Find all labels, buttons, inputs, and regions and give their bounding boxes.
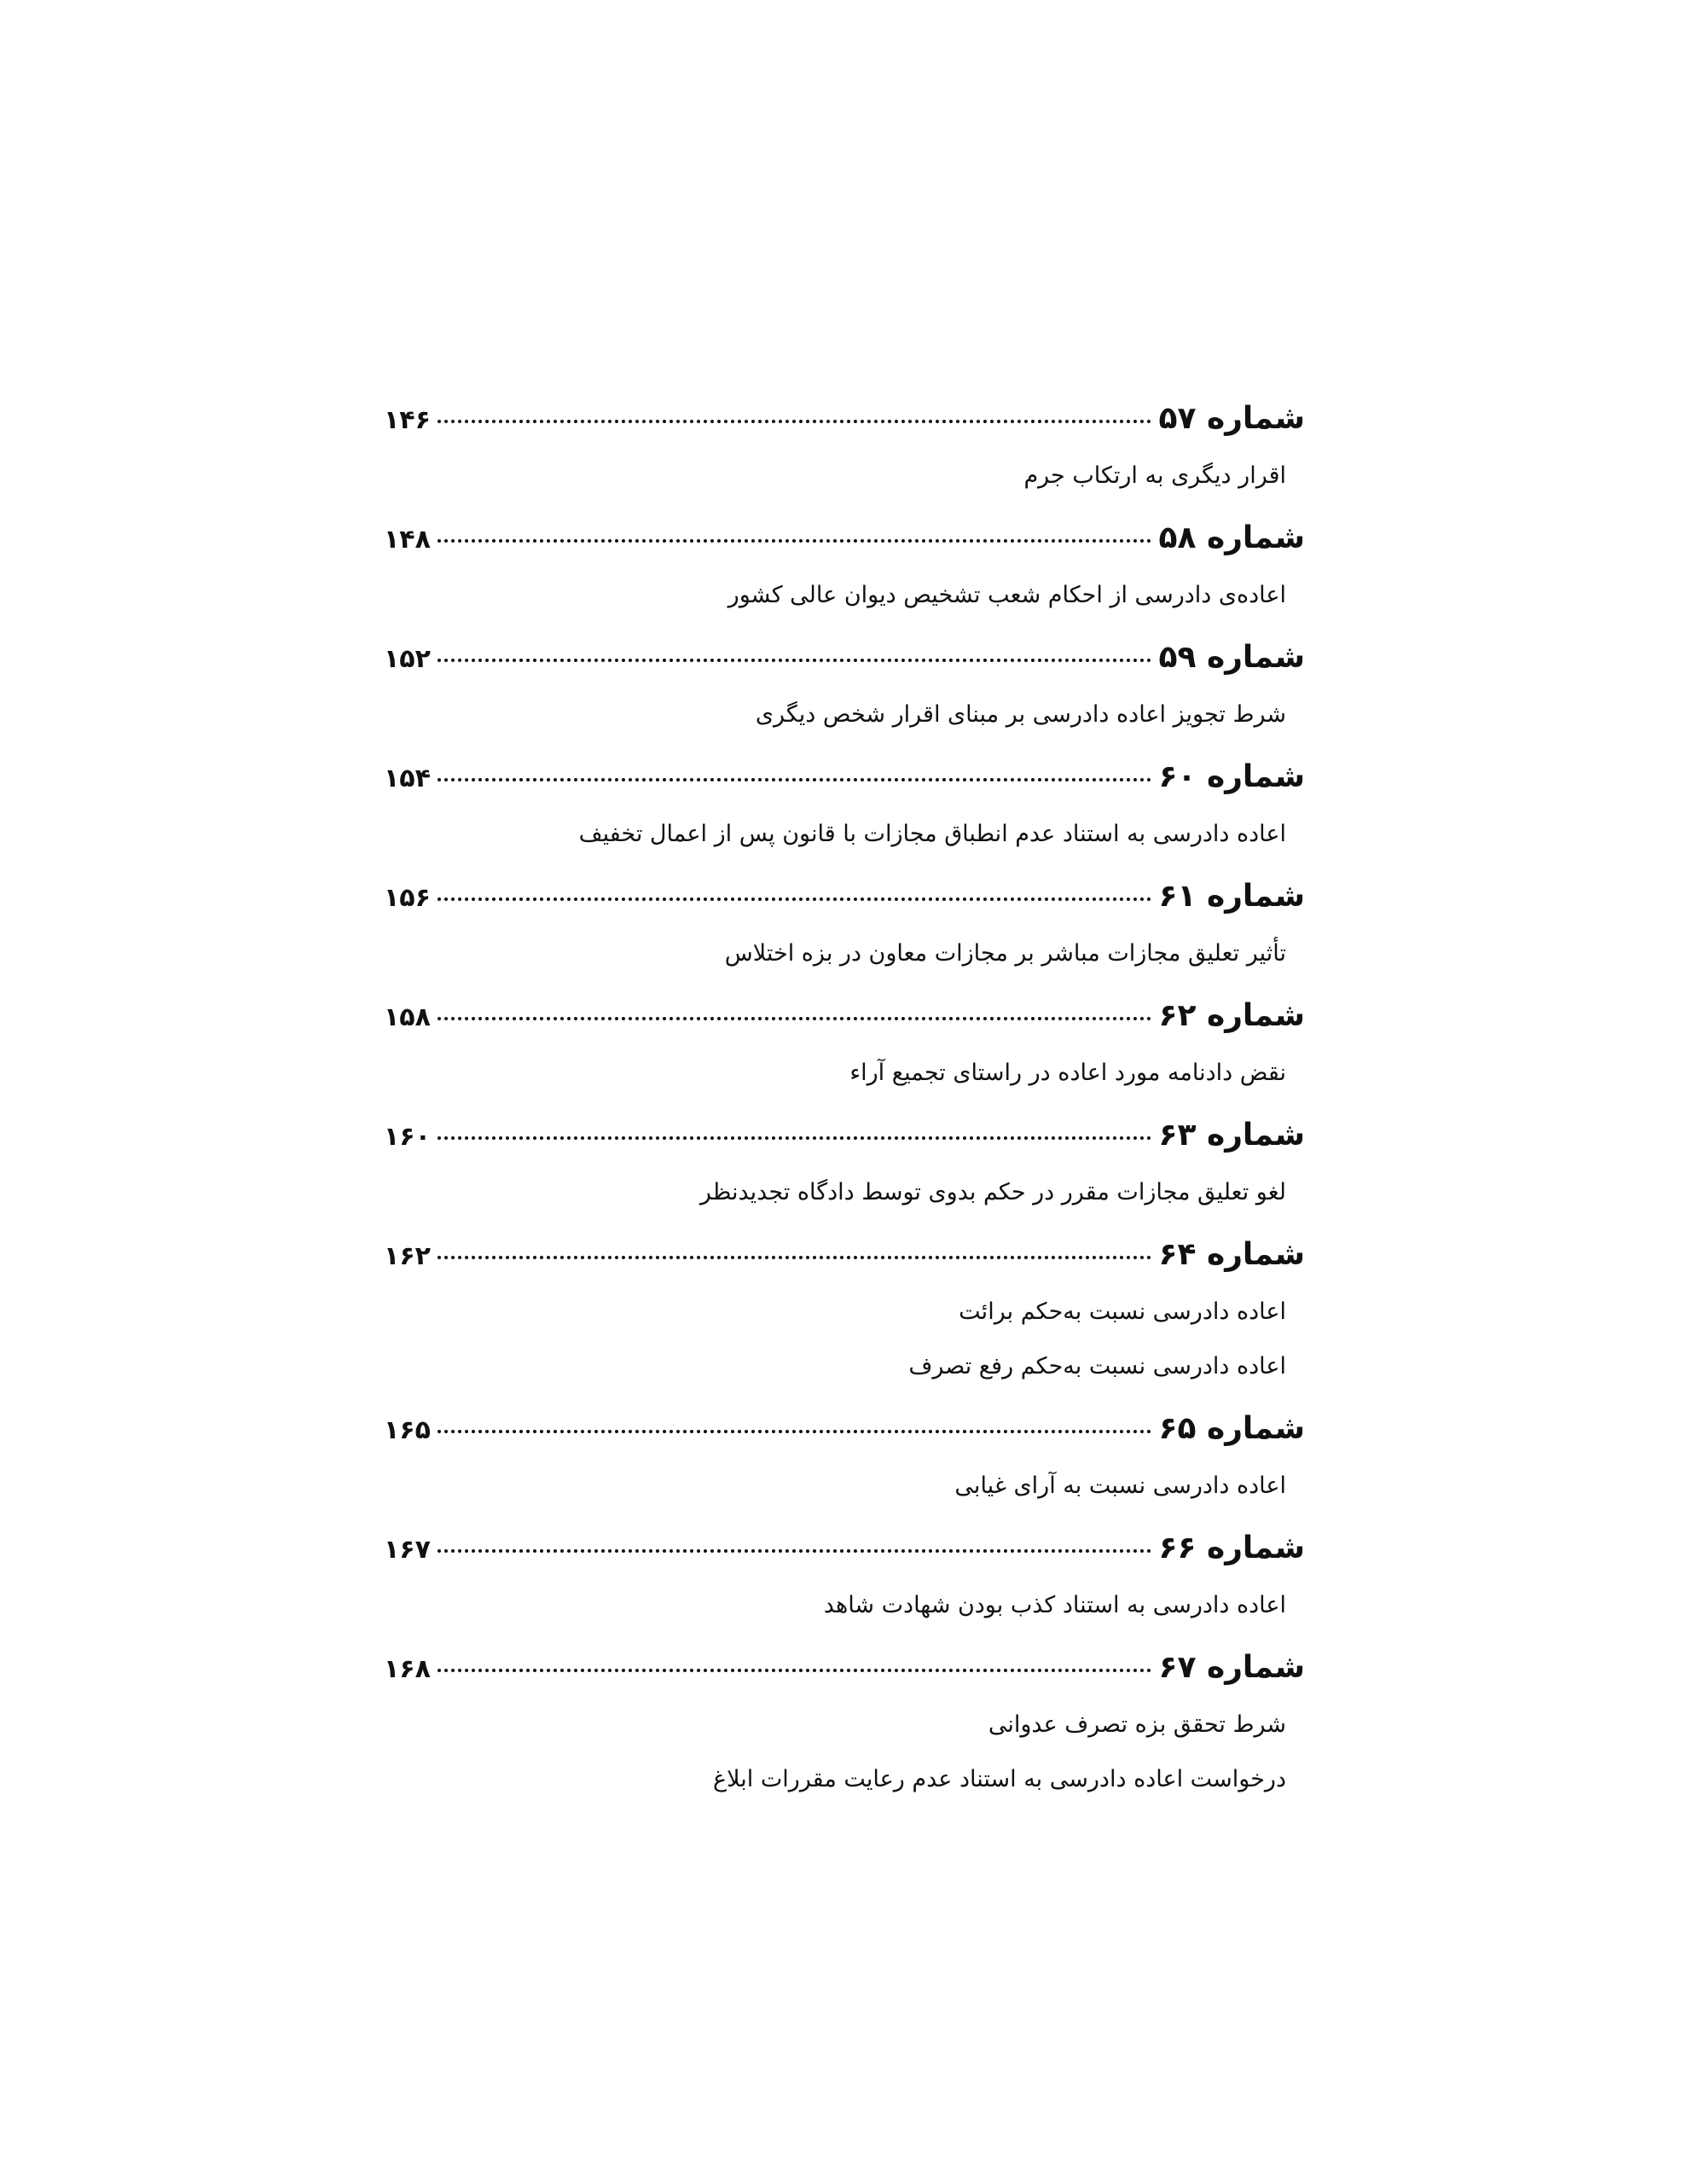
toc-entry-subtitle: اعاده دادرسی به استناد کذب بودن شهادت شاهد xyxy=(823,1592,1286,1618)
toc-entry xyxy=(384,747,1305,867)
toc-entry-page-number: ۱۶۲ xyxy=(384,1241,431,1271)
toc-entry-page-number: ۱۶۰ xyxy=(384,1122,431,1152)
toc-entry-title: شماره ۶۲ xyxy=(1158,998,1305,1033)
toc-entry-subtitle: اعاده دادرسی نسبت به آرای غیابی xyxy=(954,1472,1286,1499)
toc-entry xyxy=(384,1519,1305,1638)
toc-entry-heading[interactable] xyxy=(384,1106,1305,1165)
toc-entry-heading[interactable] xyxy=(384,389,1305,449)
dot-leader xyxy=(438,420,1152,423)
table-of-contents xyxy=(384,389,1305,1812)
toc-entry-page-number: ۱۶۵ xyxy=(384,1415,431,1445)
toc-entry-title: شماره ۶۰ xyxy=(1158,759,1305,794)
dot-leader xyxy=(438,778,1152,781)
toc-entry-page-number: ۱۶۸ xyxy=(384,1654,431,1684)
toc-entry-heading[interactable] xyxy=(384,508,1305,568)
toc-entry xyxy=(384,508,1305,628)
toc-entry-heading[interactable] xyxy=(384,747,1305,807)
toc-entry-subtitles xyxy=(384,807,1305,867)
dot-leader xyxy=(438,539,1152,543)
toc-entry-title: شماره ۶۵ xyxy=(1158,1411,1305,1446)
dot-leader xyxy=(438,659,1152,662)
toc-entry-page-number: ۱۵۲ xyxy=(384,644,431,674)
toc-entry-title: شماره ۶۴ xyxy=(1158,1237,1305,1272)
toc-entry-page-number: ۱۵۸ xyxy=(384,1002,431,1032)
toc-entry xyxy=(384,1106,1305,1225)
toc-entry-heading[interactable] xyxy=(384,1638,1305,1698)
toc-entry-subtitle: شرط تحقق بزه تصرف عدوانی xyxy=(988,1711,1286,1738)
dot-leader xyxy=(438,1256,1152,1259)
toc-entry-heading[interactable] xyxy=(384,986,1305,1046)
toc-entry-title: شماره ۶۷ xyxy=(1158,1650,1305,1685)
toc-entry-heading[interactable] xyxy=(384,867,1305,926)
toc-entry-subtitles xyxy=(384,1285,1305,1399)
toc-entry xyxy=(384,1638,1305,1812)
toc-entry-subtitles xyxy=(384,449,1305,508)
toc-entry xyxy=(384,1225,1305,1399)
toc-entry-title: شماره ۵۸ xyxy=(1158,520,1305,555)
toc-entry-heading[interactable] xyxy=(384,1225,1305,1285)
toc-entry-subtitle: اقرار دیگری به ارتکاب جرم xyxy=(1023,462,1286,489)
toc-entry-title: شماره ۶۶ xyxy=(1158,1531,1305,1565)
toc-entry-title: شماره ۵۷ xyxy=(1158,401,1305,436)
toc-entry-page-number: ۱۵۶ xyxy=(384,883,431,913)
dot-leader xyxy=(438,1430,1152,1433)
toc-entry-subtitle: شرط تجویز اعاده دادرسی بر مبنای اقرار شخص دیگری xyxy=(755,701,1286,728)
toc-entry xyxy=(384,867,1305,986)
toc-entry-subtitle: نقض دادنامه مورد اعاده در راستای تجمیع آراء xyxy=(849,1060,1286,1086)
toc-entry-title: شماره ۶۱ xyxy=(1158,879,1305,914)
toc-entry-title: شماره ۵۹ xyxy=(1158,640,1305,675)
dot-leader xyxy=(438,1669,1152,1672)
toc-entry-subtitle: اعاده‌ی دادرسی از احکام شعب تشخیص دیوان عالی کشور xyxy=(728,582,1286,608)
toc-entry xyxy=(384,1399,1305,1519)
toc-entry-subtitles xyxy=(384,1165,1305,1225)
toc-entry-page-number: ۱۴۸ xyxy=(384,525,431,555)
toc-entry xyxy=(384,389,1305,508)
toc-entry-subtitles xyxy=(384,1578,1305,1638)
toc-entry-subtitles xyxy=(384,688,1305,747)
toc-entry-subtitle: اعاده دادرسی به استناد عدم انطباق مجازات با قانون پس از اعمال تخفیف xyxy=(578,821,1286,847)
toc-entry-subtitle: لغو تعلیق مجازات مقرر در حکم بدوی توسط دادگاه تجدیدنظر xyxy=(699,1179,1286,1205)
toc-entry xyxy=(384,628,1305,747)
toc-entry-subtitles xyxy=(384,1046,1305,1106)
toc-entry-heading[interactable] xyxy=(384,1519,1305,1578)
dot-leader xyxy=(438,897,1152,901)
toc-entry-title: شماره ۶۳ xyxy=(1158,1118,1305,1153)
toc-entry-heading[interactable] xyxy=(384,1399,1305,1459)
toc-entry-subtitles xyxy=(384,1698,1305,1812)
toc-entry xyxy=(384,986,1305,1106)
toc-entry-subtitle: تأثیر تعلیق مجازات مباشر بر مجازات معاون در بزه اختلاس xyxy=(724,940,1286,967)
dot-leader xyxy=(438,1017,1152,1020)
toc-entry-page-number: ۱۴۶ xyxy=(384,405,431,435)
dot-leader xyxy=(438,1549,1152,1553)
toc-entry-subtitles xyxy=(384,568,1305,628)
toc-entry-page-number: ۱۶۷ xyxy=(384,1535,431,1565)
toc-entry-subtitle: اعاده دادرسی نسبت به‌حکم رفع تصرف xyxy=(908,1353,1286,1380)
toc-entry-heading[interactable] xyxy=(384,628,1305,688)
dot-leader xyxy=(438,1136,1152,1140)
toc-entry-subtitle: درخواست اعاده دادرسی به استناد عدم رعایت مقررات ابلاغ xyxy=(713,1766,1286,1792)
toc-entry-subtitle: اعاده دادرسی نسبت به‌حکم برائت xyxy=(959,1298,1286,1325)
toc-entry-subtitles xyxy=(384,1459,1305,1519)
toc-entry-page-number: ۱۵۴ xyxy=(384,764,431,793)
toc-entry-subtitles xyxy=(384,926,1305,986)
